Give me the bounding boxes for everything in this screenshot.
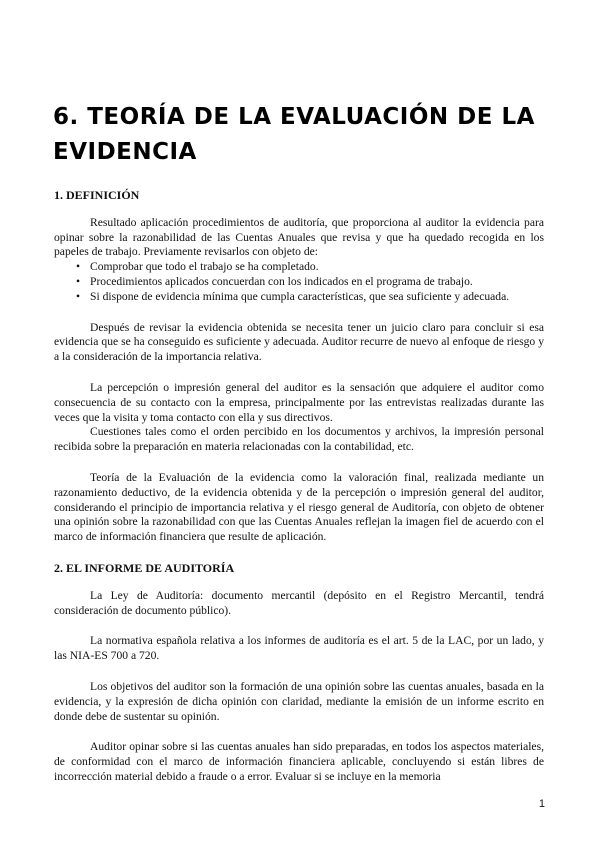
paragraph: La percepción o impresión general del auditor es la sensación que adquiere el auditor como consecuencia de su contacto con la empresa, principalmente por las entrevistas realizadas durante las veces que la visita y toma contacto con ella y sus directivos. xyxy=(54,380,544,424)
list-item xyxy=(54,290,544,305)
list-item-text: Si dispone de evidencia mínima que cumpla características, que sea suficiente y adecuada. xyxy=(90,289,510,303)
paragraph: La normativa española relativa a los informes de auditoría es el art. 5 de la LAC, por un lado, y las NIA-ES 700 a 720. xyxy=(54,634,544,663)
section-heading-definicion: 1. DEFINICIÓN xyxy=(54,188,140,202)
list-item xyxy=(54,275,544,290)
bullet-icon: • xyxy=(76,274,81,288)
section-heading-informe: 2. EL INFORME DE AUDITORÍA xyxy=(54,560,235,575)
bullet-list xyxy=(54,260,544,304)
list-item-text: Comprobar que todo el trabajo se ha completado. xyxy=(90,260,319,274)
paragraph: Los objetivos del auditor son la formación de una opinión sobre las cuentas anuales, basada en la evidencia, y la expresión de dicha opinión con claridad, mediante la emisión de un informe escrito en donde debe de sustentar su opinión. xyxy=(54,679,544,723)
paragraph: Auditor opinar sobre si las cuentas anuales han sido preparadas, en todos los aspectos materiales, de conformidad con el marco de información financiera aplicable, concluyendo si están libres de incorrección material debido a fraude o a error. Evaluar si se incluye en la memoria xyxy=(54,740,544,783)
list-item xyxy=(54,260,544,275)
paragraph: Teoría de la Evaluación de la evidencia como la valoración final, realizada mediante un razonamiento deductivo, de la evidencia obtenida y de la percepción o impresión general del auditor, considerando el principio de importancia relativa y el riesgo general de Auditoría, con objeto de obtener una opinión sobre la razonabilidad con que las Cuentas Anuales reflejan la imagen fiel de acuerdo con el marco de información financiera que resulte de aplicación. xyxy=(54,470,544,544)
paragraph-intro: Resultado aplicación procedimientos de auditoría, que proporciona al auditor la evidencia para opinar sobre la razonabilidad de las Cuentas Anuales que revisa y que ha quedado recogida en los papeles de trabajo. Previamente revisarlos con objeto de: xyxy=(54,215,544,259)
paragraph: Cuestiones tales como el orden percibido en los documentos y archivos, la impresión personal recibida sobre la preparación en materia relacionadas con la contabilidad, etc. xyxy=(54,425,544,454)
page-number: 1 xyxy=(538,798,545,810)
bullet-icon: • xyxy=(76,289,81,303)
paragraph: La Ley de Auditoría: documento mercantil (depósito en el Registro Mercantil, tendrá consideración de documento público). xyxy=(54,588,544,617)
chapter-title: 6. TEORÍA DE LA EVALUACIÓN DE LA EVIDENCIA xyxy=(53,104,535,165)
list-item-text: Procedimientos aplicados concuerdan con los indicados en el programa de trabajo. xyxy=(90,274,473,288)
document-body xyxy=(54,188,544,785)
bullet-icon: • xyxy=(76,260,81,274)
paragraph: Después de revisar la evidencia obtenida se necesita tener un juicio claro para concluir si esa evidencia que se ha conseguido es suficiente y adecuada. Auditor recurre de nuevo al enfoque de riesgo y a la consideración de la importancia relativa. xyxy=(54,320,544,364)
